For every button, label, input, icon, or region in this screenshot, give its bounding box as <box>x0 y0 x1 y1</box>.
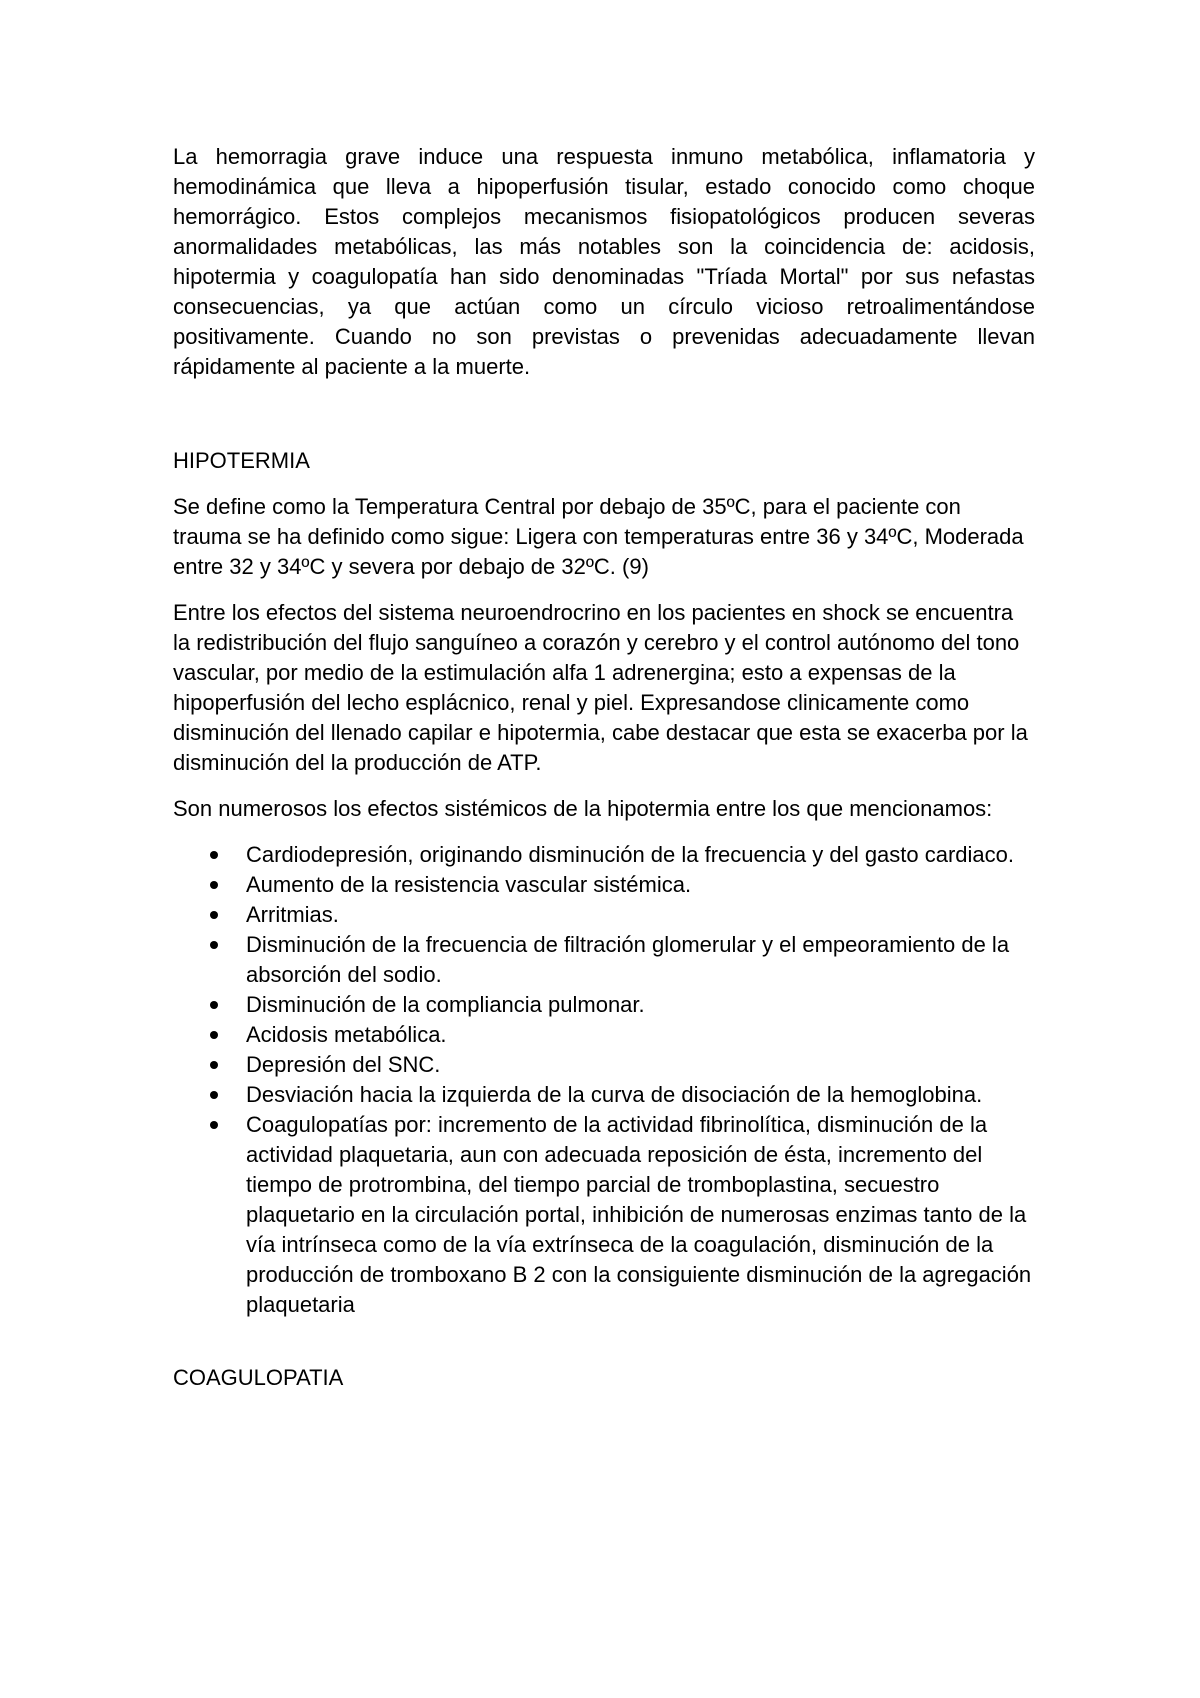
neuroendocrine-effects-paragraph: Entre los efectos del sistema neuroendrocrino en los pacientes en shock se encuentra la redistribución del flujo sanguíneo a corazón y cerebro y el control autónomo del tono vascular, por medio de la estimulación alfa 1 adrenergina; esto a expensas de la hipoperfusión del lecho esplácnico, renal y piel. Expresandose clinicamente como disminución del llenado capilar e hipotermia, cabe destacar que esta se exacerba por la disminución del la producción de ATP. <box>173 600 1028 775</box>
bullet-icon <box>210 1001 218 1009</box>
list-item-text: Disminución de la frecuencia de filtración glomerular y el empeoramiento de la absorción del sodio. <box>246 932 1010 987</box>
systemic-effects-intro-paragraph: Son numerosos los efectos sistémicos de la hipotermia entre los que mencionamos: <box>173 796 993 821</box>
list-item <box>173 930 1035 990</box>
bullet-icon <box>210 851 218 859</box>
list-item <box>173 1020 1035 1050</box>
list-item <box>173 1050 1035 1080</box>
list-item-text: Disminución de la compliancia pulmonar. <box>246 992 645 1017</box>
section-heading-hipotermia: HIPOTERMIA <box>173 448 310 473</box>
bullet-icon <box>210 1121 218 1129</box>
list-item-text: Depresión del SNC. <box>246 1052 441 1077</box>
bullet-icon <box>210 941 218 949</box>
list-item <box>173 1080 1035 1110</box>
systemic-effects-list <box>173 840 1035 1320</box>
document-body <box>173 142 1035 1393</box>
section-heading-coagulopatia: COAGULOPATIA <box>173 1365 344 1390</box>
list-item <box>173 1110 1035 1320</box>
list-item-text: Arritmias. <box>246 902 339 927</box>
list-item-text: Acidosis metabólica. <box>246 1022 447 1047</box>
bullet-icon <box>210 1061 218 1069</box>
list-item <box>173 990 1035 1020</box>
bullet-icon <box>210 881 218 889</box>
bullet-icon <box>210 911 218 919</box>
list-item <box>173 900 1035 930</box>
list-item-text: Coagulopatías por: incremento de la actividad fibrinolítica, disminución de la actividad plaquetaria, aun con adecuada reposición de ésta, incremento del tiempo de protrombina, del tiempo parcial de tromboplastina, secuestro plaquetario en la circulación portal, inhibición de numerosas enzimas tanto de la vía intrínseca como de la vía extrínseca de la coagulación, disminución de la producción de tromboxano B 2 con la consiguiente disminución de la agregación plaquetaria <box>246 1112 1032 1317</box>
intro-paragraph: La hemorragia grave induce una respuesta inmuno metabólica, inflamatoria y hemodinámica que lleva a hipoperfusión tisular, estado conocido como choque hemorrágico. Estos complejos mecanismos fisiopatológicos producen severas anormalidades metabólicas, las más notables son la coincidencia de: acidosis, hipotermia y coagulopatía han sido denominadas "Tríada Mortal" por sus nefastas consecuencias, ya que actúan como un círculo vicioso retroalimentándose positivamente. Cuando no son previstas o prevenidas adecuadamente llevan rápidamente al paciente a la muerte. <box>173 144 1035 379</box>
hipotermia-definition-paragraph: Se define como la Temperatura Central por debajo de 35ºC, para el paciente con trauma se ha definido como sigue: Ligera con temperaturas entre 36 y 34ºC, Moderada entre 32 y 34ºC y severa por debajo de 32ºC. (9) <box>173 494 1024 579</box>
bullet-icon <box>210 1091 218 1099</box>
list-item-text: Aumento de la resistencia vascular sistémica. <box>246 872 692 897</box>
list-item-text: Cardiodepresión, originando disminución de la frecuencia y del gasto cardiaco. <box>246 842 1015 867</box>
list-item-text: Desviación hacia la izquierda de la curva de disociación de la hemoglobina. <box>246 1082 983 1107</box>
list-item <box>173 870 1035 900</box>
list-item <box>173 840 1035 870</box>
bullet-icon <box>210 1031 218 1039</box>
